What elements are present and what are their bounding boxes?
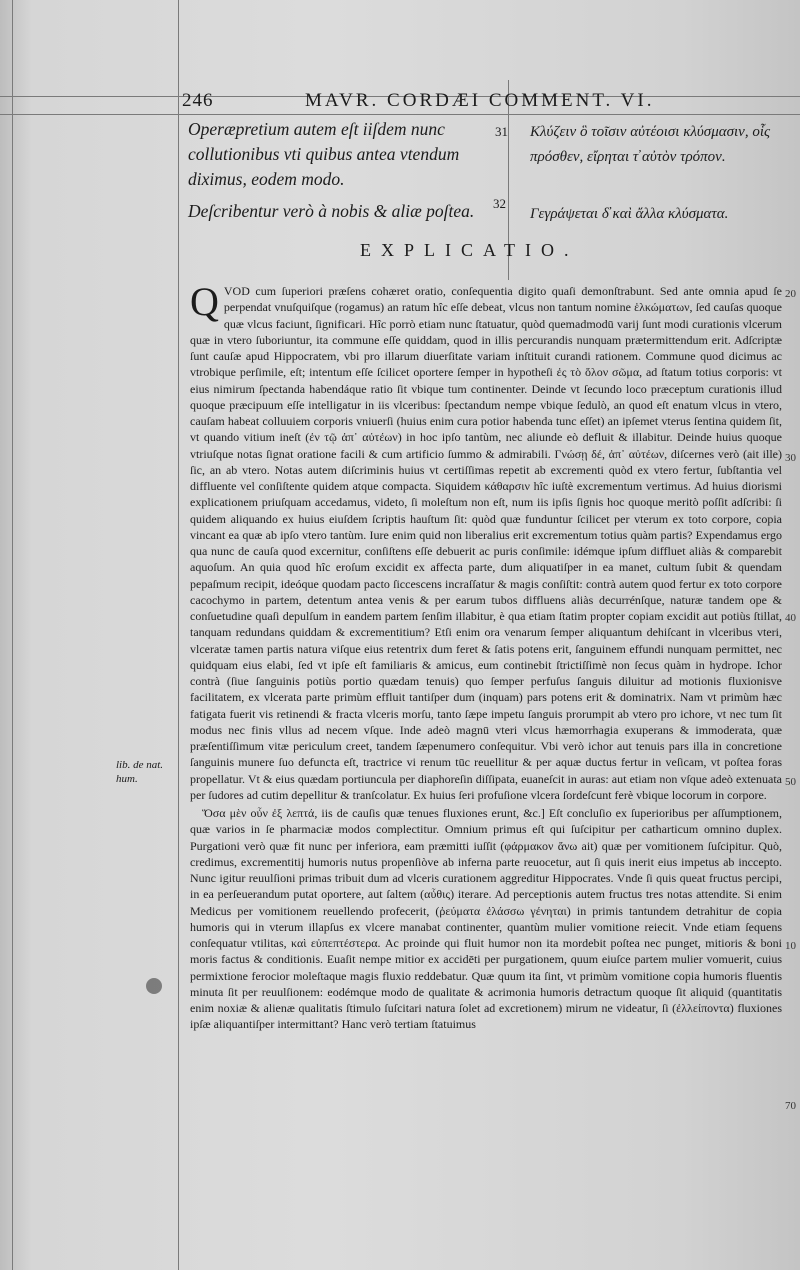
commentary-paragraph-2: Ὅσα μὲν οὖν ἐξ λεπτά, iis de cauſis quæ tenues fluxiones erunt, &c.] Eſt concluſio ex ſuperioribus per aſſumptionem, quæ varios in ſe pharmaciæ modos complectitur. Omnium primus eſt qui ſuſcipitur per catharticum omnino duplex. Purgationi verò quæ fit nunc per inferiora, eam præmitti iuſſit (φάρμακον ἄνω ait) quæ per vomitionem ſuſcipitur. Quò, credimus, excrementitij humoris nutus propenſiòve ab inferna parte reuocetur, aut ſi quis inerit eius impetus ab inccepto. Nunc igitur reuulſioni primas tribuit dum ad vlceris curationem aggreditur Hippocrates. Vnde ſi quis queat fructus percipi, in ea perſeuerandum putat oportere, aut ſaltem (αὖθις) iterare. Ad perceptionis autem fructus tres notas attendite. Si enim Medicus per vomitionem reuellendo profecerit, (ῥεύματα ἐλάσσω γένηται) in primis tantundem detrahitur de copia humoris qui in vterum illapſus ex vlcere manabat continenter, quantùm mulier vomitione reiecit. Vnde etiam ſequens conſequatur vtilitas, καὶ εὐπεπτέστερα. Ac proinde qui fluit humor non ita mordebit poſtea nec punget, mitioris & boni moris factus & conditionis. Euaſit nempe mitior ex accidēti per purgationem, quum eiuſce partem mulier vomuerit, cuius permixtione ferocior moleſtaque magis fluxio reddebatur. Quæ quum ita ſint, vt primùm vomitione copia humoris fluentis minuta ſit per reuulſionem: eodémque modo de qualitate & acrimonia humoris detractum quoque ſit aliquid (quantitatis enim noxiæ & alienæ qualitatis ſtimulo ſuſcitari natura ſolet ad excretionem) mirum ne videatur, ſi (ἐλλείποντα) fluxiones ipſæ aliquantiſper intermittant? Hanc verò tertiam ſtatuimus xyxy=(190,806,782,1032)
verse-number-32: 32 xyxy=(493,196,506,211)
paragraph-1-text: VOD cum ſuperiori præſens cohæret oratio, conſequentia digito quaſi demonſtrabunt. Sed ante omnia apud ſe perpendat vnuſquiſque (rogamus) an ratum hîc eſſe debeat, vlcus non tantum nomine ἑλκώματων, ſed cauſas quoque quæ vlcus faciunt, ſignificari. Hîc porrò etiam nunc ſtatuatur, quòd quemadmodū varij ſunt modi curationis vlcerum quæ in vtero ſuboriuntur, ita commune eſſe quiddam, quod in illis percurandis nunquam prætermittendum erit. Adſcriptæ ſunt cauſæ apud Hippocratem, vbi pro illarum diuerſitate variam inſtituit curandi rationem. Commune quod dicimus ac vtrobique perſimile, eſt; intentum eſſe ſcilicet oportere ſemper in hypotheſi ἐς τὸ ὅλον σῶμα, ad ſtatum totius corporis: vt eius nimirum ſpectanda habendáque ratio ſit vbique tum continenter. Deinde vt ſecundo loco præceptum curationis illud quoque præcipuum eſſe intelligatur in iis vlceribus: ſpectandum nempe vbique ſedulò, an quod eſt enatum vlcus in vtero, cauſam habeat colluuiem corporis vniuerſi (huius enim cura potior habenda tunc eſſet) an ipſemet vterus ſentina quidem ſit, vt quando vitium ineſt (ἐν τῷ ἀπ᾽ αὐτέων) in hoc ipſo tantùm, nec aliunde eò defluit & illabitur. Deinde huius quoque vtriuſque notas ſignat oratione facili & cum artificio ſummo & admirabili. Γνώσῃ δέ, ἀπ᾽ αὐτέων, diſcernes verò (ait ille) ſic, an ab vtero. Notas autem diſcriminis huius vt certiſſimas repetit ab excrementi quòd ex vtero fertur, ſubſtantia vel diffluente vel conſiſtente quidem atque compacta. Siquidem κάθαρσιν hîc iuſtè excrementum vertimus. Ad huius diorismi explicationem priuſquam accedamus, videto, ſi moleſtum non eſt, num iis ipſis ſignis hoc quoque meritò poſſit adſcribi: ſi quidem aliquando ex huius eiuſdem ſcriptis hauſtum ſit: quòd quæ funduntur ſcilicet per vterum ex toto corpore, copia vincant ea quæ ab ipſo vtero tantùm. Iure enim quid non liberalius erit excrementum totius quàm partis? Expendamus ergo qua nunc de cauſa quod excernitur, conſiſtens eſſe debuerit ac puris conſimile: idémque ipſum diffluet aliàs & comparebit aquoſum. An quia quod hîc eroſum excidit ex affecta parte, dum aliquatiſper in ea manet, cultum ſubit & quendam pepaſmum recipit, ideóque quodam pacto ſiccescens incraſſatur & magis conſiſtit: contrà autem quod fertur ex toto corpore cacochymo in partem, detentum antea venis & per earum tubos diffluens aliàs decurrénſque, naturæ tandem ope & conſuetudine quaſi depulſum in eandem partem ſenſim illabitur, è qua etiam ſtatim propter copiam excidit aut potiùs ſtillat, tanquam redundans quiddam & excrementitium? Etſi enim ora venarum ſemper aliquantum dehiſcant in vlceribus vteri, vlceratæ tamen partis natura viſque eius retentrix dum feret & ſatis potens erit, ſanguinem effundi nunquam permittet, nec quidquam eius elabi, ſed vt ipſe eſt familiaris & amicus, eum continebit ſtrictiſſimè non ſecus quàm in hydrope. Ichor contrà (ſiue ſanguinis potiùs portio quædam tenuis) quo ſemper perfuſus ſanguis diluitur ad motionis fluxionisve facilitatem, ex vlcerata parte primùm effluit tantiſper dum (inquam) pars potens erit & dominatrix. Nam vt primùm hæc fatigata fuerit vis retinendi & fracta vlceris morſu, tanto ſæpe impetu ſanguis prorumpit ab vtero pro ichore, vt nec tum ſit modus nec finis vllus ad necem vſque. Inde adeò magnū vteri vlcus hæmorrhagia exuperans & immoderata, quæ præſentiſſimum vitæ periculum creet, tandem ſæpenumero conſequitur. Vbi verò ichor aut tenuis pars illa in concretione ſanguinis munere ſuo defuncta eſt, tractrice vi renum tūc reuellitur & per aquæ ductus fertur in veſicam, vt poſtea foras propellatur. Vt & eius quædam portiuncula per diaphoreſin diſſipata, euaneſcit in auras: aut etiam non vſque adeò extenuata per ſudores ad cutim depellitur & tranſcolatur. Ex huius ſeri profuſione vlcera ſordeſcunt ferè vbique locorum in corpore. xyxy=(190,284,782,802)
section-title: EXPLICATIO. xyxy=(360,240,579,260)
running-header xyxy=(170,88,790,114)
margin-citation: lib. de nat. hum. xyxy=(116,759,164,785)
commentary-paragraph-1 xyxy=(190,279,782,803)
ink-blot xyxy=(146,978,162,994)
running-title: MAVR. CORDÆI COMMENT. VI. xyxy=(305,90,655,111)
margin-line-number-50: 50 xyxy=(785,776,796,788)
header-rule xyxy=(0,114,800,115)
latin-paragraph-31: Operæpretium autem eſt iiſdem nunc collutionibus vti quibus antea vtendum diximus, eodem modo. xyxy=(188,119,460,189)
margin-line-number-70: 70 xyxy=(785,1100,796,1112)
greek-paragraph-31: Κλύζειν ὃ τοῖσιν αὐτέοισι κλύσμασιν, οἷς πρόσθεν, εἴρηται τ̓ αὐτὸν τρόπον. xyxy=(530,124,771,165)
verse-number-31: 31 xyxy=(495,124,508,139)
text-block-rule xyxy=(178,0,179,1270)
latin-paragraph-32: Deſcribentur verò à nobis & aliæ poſtea. xyxy=(188,201,475,221)
drop-cap: Q xyxy=(190,279,219,324)
latin-lemma xyxy=(188,117,488,224)
margin-line-number-10: 10 xyxy=(785,940,796,952)
margin-line-number-20: 20 xyxy=(785,288,796,300)
margin-line-number-30: 30 xyxy=(785,452,796,464)
page-number: 246 xyxy=(182,90,214,111)
left-margin-rule xyxy=(12,0,13,1270)
greek-paragraph-32: Γεγράψεται δ̓ καὶ ἄλλα κλύσματα. xyxy=(530,206,729,222)
margin-line-number-40: 40 xyxy=(785,612,796,624)
greek-lemma xyxy=(530,120,795,227)
commentary-body xyxy=(190,279,782,1033)
